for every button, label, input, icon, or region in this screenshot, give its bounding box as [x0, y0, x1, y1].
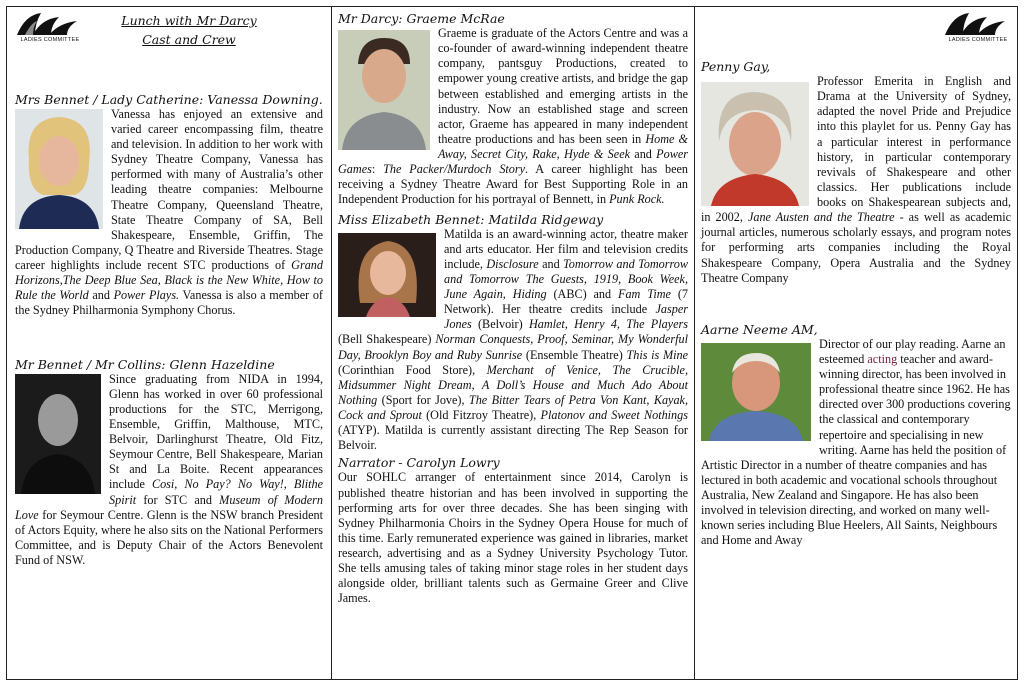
- text-run: Punk Rock.: [609, 192, 665, 207]
- text-run: (Belvoir): [471, 317, 529, 332]
- text-run: This is Mine: [626, 347, 689, 362]
- text-run: (7 Network). Her theatre credits include: [444, 287, 688, 317]
- cast-heading-vanessa: Mrs Bennet / Lady Catherine: Vanessa Downing.: [15, 91, 323, 107]
- text-run: Home & Away, Secret City, Rake, Hyde & Seek: [438, 131, 688, 161]
- bio-carolyn: [338, 470, 688, 606]
- ladies-committee-logo: [15, 11, 85, 47]
- text-run: Platonov and Sweet Nothings: [540, 408, 688, 422]
- text-run: The Bitter Tears of Petra Von Kant, Kayak, Cock and Sprout: [338, 392, 689, 422]
- text-run: Fam Time: [618, 287, 671, 301]
- text-run: Museum of Modern Love: [15, 492, 323, 522]
- text-run: and: [88, 288, 114, 303]
- cast-heading-glenn: Mr Bennet / Mr Collins: Glenn Hazeldine: [15, 356, 275, 372]
- opera-house-icon: [943, 11, 1007, 37]
- text-run: for STC and: [136, 492, 220, 507]
- text-run: The Packer/Murdoch Story: [383, 162, 526, 177]
- text-run: Norman Conquests, Proof, Seminar, My Wonderful Day, Brooklyn Boy and Ruby Sunrise: [338, 332, 688, 362]
- text-run: Graeme is graduate of the Actors Centre and was a co-founder of award-winning independent theatre company, pantsguy Productions, created to empower young creative artists, and bridge the gap between established and emerging artists in the industry. Now an established stage and screen actor, Graeme has appeared in many independent theatre productions and has been seen in: [438, 26, 688, 146]
- text-run: Power Games: [338, 147, 688, 177]
- photo-glenn: [15, 374, 101, 494]
- text-run: (ATYP). Matilda is currently assistant directing The Rep Season for Belvoir.: [338, 423, 688, 453]
- column-left: [7, 7, 331, 679]
- text-run: for Seymour Centre. Glenn is the NSW branch President of Actors Equity, where he also sits on the National Performers Committee, and is Deputy Chair of the Actors Benevolent Fund of NSW.: [15, 507, 323, 567]
- text-run: :: [371, 162, 384, 177]
- text-run: Power Plays.: [113, 288, 180, 303]
- text-run: acting: [867, 351, 898, 366]
- opera-house-icon: [15, 11, 79, 37]
- cast-heading-matilda: Miss Elizabeth Bennet: Matilda Ridgeway: [338, 211, 604, 227]
- text-run: (Ensemble Theatre): [522, 347, 627, 362]
- text-run: (ABC) and: [546, 287, 619, 301]
- page-subtitle: Cast and Crew: [142, 32, 236, 48]
- text-run: Director of our play reading. Aarne an esteemed: [819, 336, 1006, 366]
- text-run: Tomorrow and Tomorrow and Tomorrow The Guests, 1919, Book Week, June Again, Hiding: [444, 256, 688, 301]
- program-page: [6, 6, 1018, 680]
- text-run: Merchant of Venice, The Crucible, Midsummer Night Dream, A Doll’s House and Much Ado About Nothing: [338, 362, 688, 407]
- photo-vanessa: [15, 109, 103, 229]
- photo-graeme: [338, 30, 430, 150]
- text-run: Matilda is an award-winning actor, theatre maker and arts educator. Her film and television credits include,: [444, 226, 688, 271]
- text-run: (Old Fitzroy Theatre),: [421, 408, 541, 422]
- column-middle: [331, 7, 695, 679]
- text-run: Jasper Jones: [444, 302, 688, 332]
- text-run: Jane Austen and the Theatre: [747, 210, 895, 225]
- text-run: Disclosure: [486, 256, 539, 271]
- photo-aarne: [701, 343, 811, 441]
- ladies-committee-logo-right: [943, 11, 1013, 47]
- photo-penny: [701, 82, 809, 206]
- logo-text: LADIES COMMITTEE: [20, 37, 80, 43]
- column-right: [695, 7, 1017, 679]
- text-run: (Bell Shakespeare): [338, 332, 436, 347]
- cast-heading-graeme: Mr Darcy: Graeme McRae: [338, 11, 505, 26]
- cast-heading-carolyn: Narrator - Carolyn Lowry: [338, 455, 500, 471]
- text-run: Our SOHLC arranger of entertainment since 2014, Carolyn is published theatre historian and has been involved in supporting the performing arts for over three decades. She has been singing with Sydney Philharmonia Choirs in the Sydney Opera House for much of this time. Early remunerated experience was gained in libraries, market research, advertising and as a Sydney University Psychology Tutor. She tells amusing tales of taking minor stage roles in her student days alongside older, brilliant talents such as Germaine Greer and Clive James.: [338, 470, 688, 606]
- text-run: Grand Horizons,The Deep Blue Sea, Black is the New White, How to Rule the World: [15, 258, 323, 303]
- text-run: Vanessa is also a member of the Sydney Philharmonia Symphony Chorus.: [15, 288, 323, 318]
- logo-text: LADIES COMMITTEE: [948, 37, 1008, 43]
- text-run: - as well as academic journal articles, numerous scholarly essays, and program notes for performing arts companies including the Royal Shakespeare Company, Opera Australia and the Sydney Theatre Company: [701, 210, 1011, 285]
- text-run: and: [630, 147, 657, 161]
- text-run: Cosi, No Pay? No Way!, Blithe Spirit: [109, 477, 323, 507]
- text-run: Since graduating from NIDA in 1994, Glenn has worked in over 60 professional productions for the STC, Merrigong, Ensemble, Griffin, Malthouse, MTC, Belvoir, Darlinghurst Theatre, Old Fitz, Seymour Centre, Bell Shakespeare, Marian St and La Boite. Recent appearances include: [109, 371, 323, 492]
- text-run: Vanessa has enjoyed an extensive and varied career encompassing film, theatre and television. In addition to her work with Sydney Theatre Company, Vanessa has performed with many of Australia’s other leading theatre companies: Melbourne Theatre Company, Queensland Theatre, State Theatre Company of SA, Bell Shakespeare, Ensemble, Griffin, The Production Company, Q Theatre and Riverside Theatres. Stage career highlights include recent STC productions of: [15, 106, 323, 272]
- crew-heading-aarne: Aarne Neeme AM,: [701, 321, 818, 337]
- text-run: (Corinthian Food Store),: [338, 362, 487, 377]
- photo-matilda: [338, 233, 436, 317]
- crew-heading-penny: Penny Gay,: [701, 59, 771, 74]
- text-run: Hamlet, Henry 4, The Players: [528, 317, 688, 332]
- text-run: Professor Emerita in English and Drama at the University of Sydney, adapted the novel Pride and Prejudice into this playlet for us. Penny Gay has a particular interest in performance history, in particular contemporary revivals of Shakespeare and other classics. Her publications include books on Shakespearean subjects and, in 2002,: [701, 74, 1011, 225]
- text-run: (Sport for Jove),: [377, 392, 469, 407]
- page-title: Lunch with Mr Darcy: [121, 13, 257, 28]
- text-run: and: [538, 256, 564, 271]
- text-run: teacher and award-winning director, has been involved in professional theatre since 1962. He has directed over 300 productions covering the classical and contemporary repertoire and specialising in new writing. Aarne has held the position of Artistic Director in a number of theatre companies and has lectured in both academic and vocational schools throughout Australia, New Zealand and Singapore. He has also been involved in television directing, and worked on many well-known series including Blue Heelers, All Saints, Neighbours and Home and Away: [701, 351, 1011, 548]
- text-run: . A career highlight has been receiving a Sydney Theatre Award for Best Supporting Role in an Independent Production for his portrayal of Bennett, in: [338, 162, 688, 207]
